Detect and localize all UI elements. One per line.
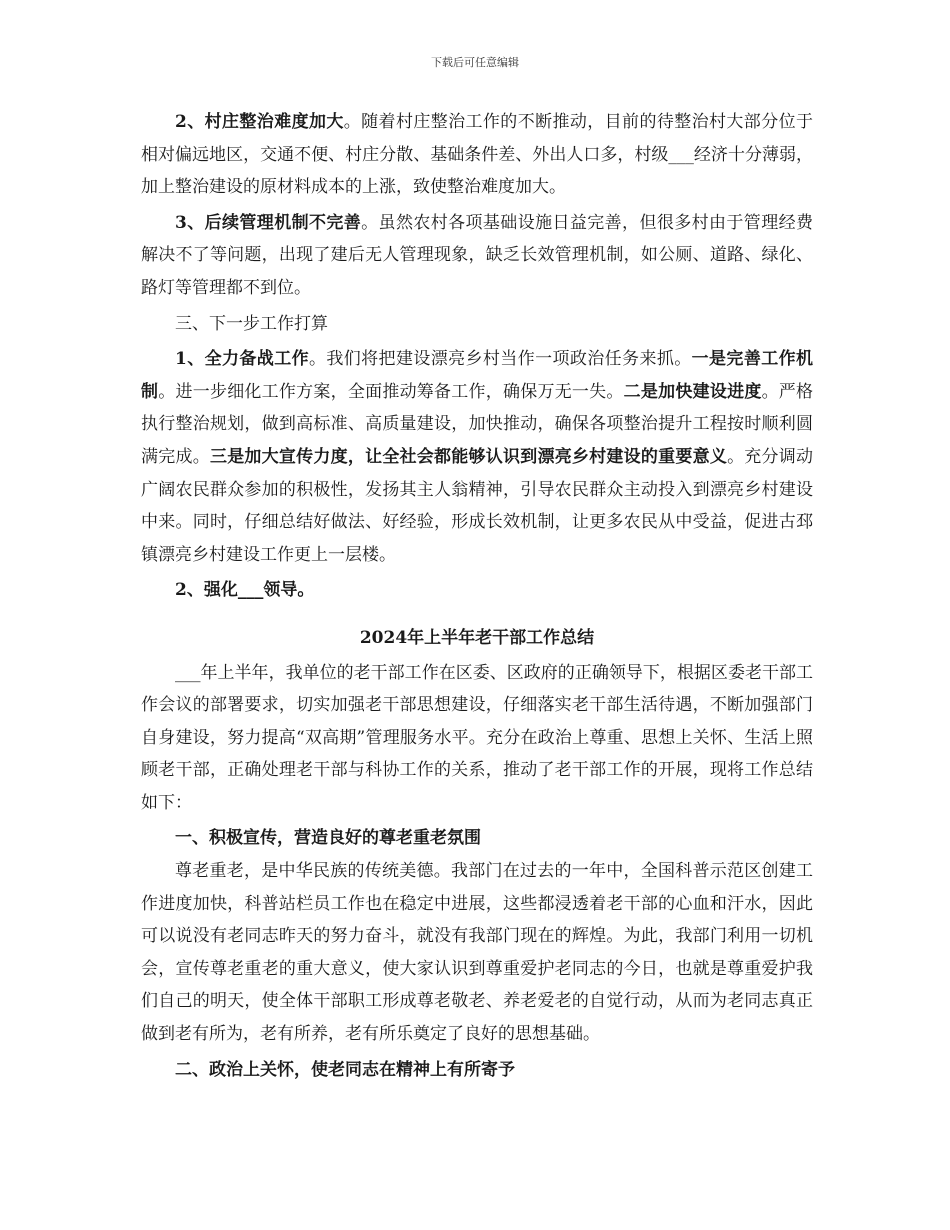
paragraph-text: 。虽然农村各项基础设施日益完善，但很多村由于管理经费解决不了等问题，出现了建后无人管理现象，缺乏长效管理机制，如公厕、道路、绿化、路灯等管理都不到位。: [141, 212, 813, 298]
paragraph-text: 。随着村庄整治工作的不断推动，目前的待整治村大部分位于相对偏远地区，交通不便、村庄分散、基础条件差、外出人口多，村级___经济十分薄弱，加上整治建设的原材料成本的上涨，致使整治难度加大。: [141, 112, 813, 198]
section-heading-next-steps: 三、下一步工作打算: [175, 313, 328, 334]
page-header: 下载后可任意编辑: [431, 56, 519, 69]
bold-lead: 3、后续管理机制不完善: [175, 212, 362, 233]
paragraph-village-difficulty: [141, 106, 813, 204]
document-body: [141, 106, 813, 1086]
section-heading-promotion: [141, 822, 813, 855]
section-heading-leadership: [141, 574, 813, 607]
bold-phrase: 三是加大宣传力度，让全社会都能够认识到漂亮乡村建设的重要意义: [209, 446, 728, 467]
paragraph-intro: ___年上半年，我单位的老干部工作在区委、区政府的正确领导下，根据区委老干部工作会议的部署要求，切实加强老干部思想建设，仔细落实老干部生活待遇，不断加强部门自身建设，努力提高“双高期”管理服务水平。充分在政治上尊重、思想上关怀、生活上照顾老干部，正确处理老干部与科协工作的关系，推动了老干部工作的开展，现将工作总结如下：: [141, 662, 813, 813]
title-text: 2024年上半年老干部工作总结: [359, 627, 595, 648]
paragraph-text: 。严格执行整治规划，做到高标准、高质量建设，加快推动，确保各项整治提升工程按时顺利圆满完成。: [141, 381, 814, 467]
section-heading-political-care: [141, 1054, 813, 1087]
bold-lead: 二、政治上关怀，使老同志在精神上有所寄予: [175, 1059, 515, 1080]
paragraph-respect-elders: 尊老重老，是中华民族的传统美德。我部门在过去的一年中，全国科普示范区创建工作进度加快，科普站栏员工作也在稳定中进展，这些都浸透着老干部的心血和汗水，因此可以说没有老同志昨天的努力奋斗，就没有我部门现在的辉煌。为此，我部门利用一切机会，宣传尊老重老的重大意义，使大家认识到尊重爱护老同志的今日，也就是尊重爱护我们自己的明天，使全体干部职工形成尊老敬老、养老爱老的自觉行动，从而为老同志真正做到老有所为，老有所养，老有所乐奠定了良好的思想基础。: [141, 861, 813, 1045]
bold-lead: 2、村庄整治难度加大: [175, 112, 344, 132]
paragraph-text: 。充分调动广阔农民群众参加的积极性，发扬其主人翁精神，引导农民群众主动投入到漂亮乡村建设中来。同时，仔细总结好做法、好经验，形成长效机制，让更多农民从中受益，促进古邳镇漂亮乡村建设工作更上一层楼。: [141, 446, 814, 565]
paragraph-preparation: [141, 343, 813, 571]
document-title: [141, 622, 813, 655]
paragraph-text: 。我们将把建设漂亮乡村当作一项政治任务来抓。: [308, 349, 692, 370]
paragraph-management: [141, 207, 813, 305]
bold-lead: 2、强化___领导。: [175, 580, 315, 601]
bold-phrase: 二是加快建设进度: [623, 381, 762, 402]
paragraph-text: 。进一步细化工作方案，全面推动筹备工作，确保万无一失。: [158, 381, 624, 402]
bold-phrase: 一是完善工作机制: [141, 349, 813, 402]
bold-lead: 一、积极宣传，营造良好的尊老重老氛围: [175, 828, 481, 849]
bold-lead: 1、全力备战工作: [175, 349, 309, 370]
